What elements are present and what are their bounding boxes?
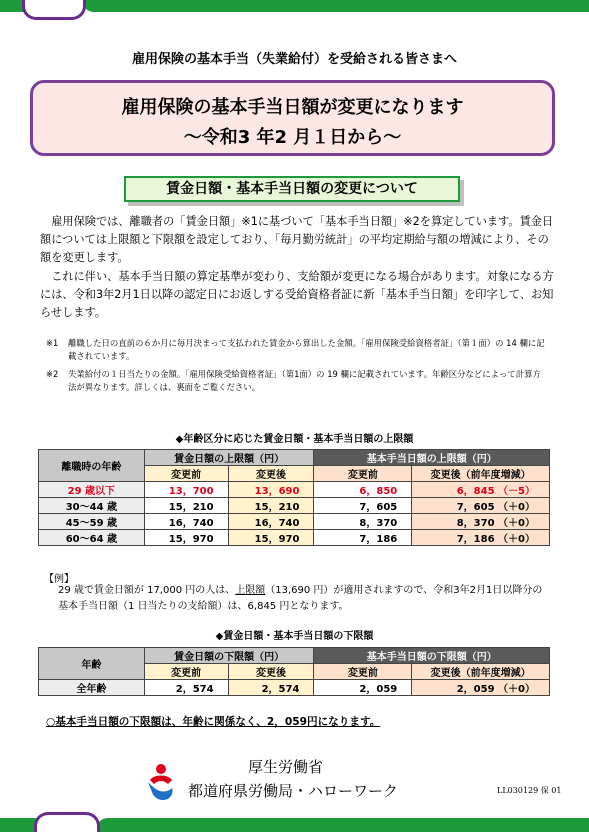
column-header-wage: 賃金日額の下限額（円）: [144, 648, 314, 664]
basic-before-cell: 2，059: [314, 680, 412, 696]
basic-before-cell: 6，850: [314, 482, 412, 498]
wage-before-cell: 16，740: [144, 514, 228, 530]
basic-before-cell: 8，370: [314, 514, 412, 530]
age-cell: 30～44 歳: [39, 498, 145, 514]
lower-table-caption: ◆賃金日額・基本手当日額の下限額: [215, 631, 374, 642]
section-heading: 賃金日額・基本手当日額の変更について: [124, 176, 460, 202]
intro-line: 雇用保険の基本手当（失業給付）を受給される皆さまへ: [131, 52, 457, 67]
age-cell: 60～64 歳: [39, 530, 145, 546]
wage-after-cell: 13，690: [228, 482, 314, 498]
column-header-after: 変更後: [228, 466, 314, 482]
footnote-text: 離職した日の直前の６か月に毎月決まって支払われた賃金から算出した金額。「雇用保険受給資格者証」（第１面）の 14 欄に記載されています。: [68, 338, 545, 361]
wage-before-cell: 15，970: [144, 530, 228, 546]
lower-limit-note: ○基本手当日額の下限額は、年齢に関係なく、2，059円になります。: [46, 716, 381, 728]
age-cell: 29 歳以下: [39, 482, 145, 498]
column-header-after-diff: 変更後（前年度増減）: [412, 664, 550, 680]
basic-after-cell: 2，059 （＋0）: [412, 680, 550, 696]
ministry-logo-icon: [146, 762, 176, 802]
document-code: LL030129 保 01: [497, 786, 562, 795]
upper-limit-table: [38, 449, 550, 546]
footnote-mark: ※2: [46, 369, 59, 379]
wage-after-cell: 15，970: [228, 530, 314, 546]
footnote-mark: ※1: [46, 338, 59, 348]
example-text: [58, 583, 548, 615]
table-row: [39, 514, 550, 530]
basic-before-cell: 7，186: [314, 530, 412, 546]
table-row: [39, 482, 550, 498]
wage-after-cell: 2，574: [228, 680, 314, 696]
basic-before-cell: 7，605: [314, 498, 412, 514]
title-box: [30, 80, 555, 156]
ministry-name: 厚生労働省: [248, 758, 324, 776]
footnote: [46, 337, 546, 363]
page-title: 雇用保険の基本手当日額が変更になります: [121, 97, 464, 118]
basic-after-cell: 8，370 （＋0）: [412, 514, 550, 530]
column-header-before: 変更前: [144, 466, 228, 482]
page-subtitle: ～令和3 年2 月１日から～: [183, 127, 402, 148]
bottom-decorative-band: [96, 818, 589, 832]
office-name: 都道府県労働局・ハローワーク: [188, 782, 399, 800]
table-row: [39, 680, 550, 696]
column-header-basic: 基本手当日額の下限額（円）: [314, 648, 550, 664]
column-header-before: 変更前: [144, 664, 228, 680]
wage-before-cell: 2，574: [144, 680, 228, 696]
table-row: [39, 530, 550, 546]
body-paragraph: 雇用保険では、離職者の「賃金日額」※1に基づいて「基本手当日額」※2を算定しています。賃金日額については上限額と下限額を設定しており、「毎月勤労統計」の平均定期給与額の増減により、その額を変更します。: [40, 215, 554, 264]
age-cell: 全年齢: [39, 680, 145, 696]
wage-before-cell: 15，210: [144, 498, 228, 514]
bottom-decorative-pill: [34, 812, 100, 832]
basic-after-cell: 7，186 （＋0）: [412, 530, 550, 546]
column-header-after-diff: 変更後（前年度増減）: [412, 466, 550, 482]
basic-after-cell: 6，845 （－5）: [412, 482, 550, 498]
column-header-wage: 賃金日額の上限額（円）: [144, 450, 314, 466]
wage-before-cell: 13，700: [144, 482, 228, 498]
example-text-underlined: 上限額: [235, 585, 266, 596]
example-label: 【例】: [44, 574, 74, 585]
column-header-age: 離職時の年齢: [39, 450, 145, 482]
upper-table-caption: ◆年齢区分に応じた賃金日額・基本手当日額の上限額: [175, 434, 414, 445]
column-header-after: 変更後: [228, 664, 314, 680]
footnote-text: 失業給付の１日当たりの金額。「雇用保険受給資格者証」（第1面）の 19 欄に記載されています。年齢区分などによって計算方法が異なります。詳しくは、裏面をご覧ください。: [68, 369, 541, 392]
basic-after-cell: 7，605 （＋0）: [412, 498, 550, 514]
column-header-age: 年齢: [39, 648, 145, 680]
body-paragraph: これに伴い、基本手当日額の算定基準が変わり、支給額が変更になる場合があります。対象になる方には、令和3年2月1日以降の認定日にお返しする受給資格者証に新「基本手当日額」を印字して、お知らせします。: [40, 270, 554, 319]
column-header-before: 変更前: [314, 466, 412, 482]
example-text-part: （13,690 円）が適用されますので、令和3年2月1日以降分の基本手当日額（1 日当たりの支給額）は、6,845 円となります。: [58, 585, 543, 612]
footnote: [46, 368, 546, 394]
top-decorative-pill: [22, 0, 86, 20]
example-text-part: 29 歳で賃金日額が 17,000 円の人は、: [58, 585, 236, 596]
wage-after-cell: 15，210: [228, 498, 314, 514]
column-header-before: 変更前: [314, 664, 412, 680]
wage-after-cell: 16，740: [228, 514, 314, 530]
top-decorative-band: [82, 0, 589, 12]
age-cell: 45～59 歳: [39, 514, 145, 530]
table-row: [39, 498, 550, 514]
lower-limit-table: [38, 647, 550, 696]
column-header-basic: 基本手当日額の上限額（円）: [314, 450, 550, 466]
